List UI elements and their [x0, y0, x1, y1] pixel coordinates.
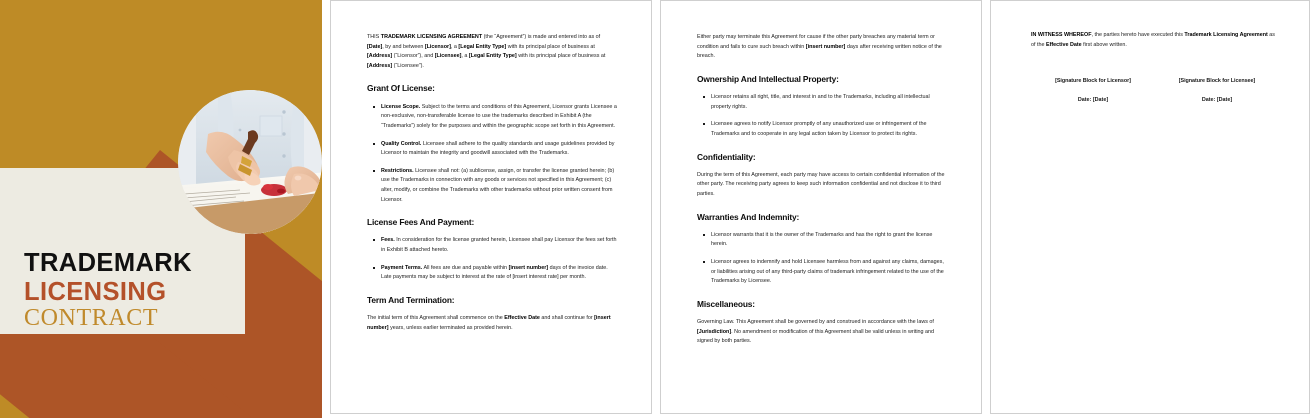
list-item: Payment Terms. All fees are due and payable within [insert number] days of the invoice date. Late payments may be subject to interest at the rate of [insert interest rate] per month.: [381, 264, 617, 283]
list-item: Licensor retains all right, title, and interest in and to the Trademarks, including all intellectual property rights.: [711, 93, 947, 112]
warranties-list: [697, 231, 947, 287]
list-item: Licensee agrees to notify Licensor promptly of any unauthorized use or infringement of the Trademarks and to cooperate in any legal action taken by Licensor to protect its rights.: [711, 120, 947, 139]
ownership-list: [697, 93, 947, 139]
list-item: Quality Control. Licensee shall adhere to the quality standards and usage guidelines provided by Licensor to maintain the integrity and goodwill associated with the Trademarks.: [381, 140, 617, 159]
grant-of-license-list: [367, 103, 617, 205]
heading-warranties-and-indemnity: Warranties And Indemnity:: [697, 211, 800, 222]
list-item: Restrictions. Licensee shall not: (a) sublicense, assign, or transfer the license granted herein; (b) use the Trademarks in connection with any goods or services not specified in this Agreement; (c) alter, modify, or combine the Trademarks with other trademarks without prior written consent from Licensor.: [381, 167, 617, 205]
page-3-body: [697, 33, 947, 355]
signature-block-licensor-label: [Signature Block for Licensor]: [1055, 78, 1131, 85]
signature-block-licensor-date: Date: [Date]: [1077, 97, 1109, 104]
witness-paragraph: IN WITNESS WHEREOF, the parties hereto have executed this Trademark Licensing Agreement as of the Effective Date first above written.: [1031, 32, 1275, 48]
list-item: License Scope. Subject to the terms and conditions of this Agreement, Licensor grants Licensee a non-exclusive, non-transferable license to use the trademarks described in Exhibit A (the “Trademarks”) solely for the purposes and within the geographic scope set forth in this Agreement.: [381, 103, 617, 132]
intro-paragraph: THIS TRADEMARK LICENSING AGREEMENT (the “Agreement”) is made and entered into as of [Date], by and between [Licensor], a [Legal Entity Type] with its principal place of business at [Address] (“Licensor”), and [Licensee], a [Legal Entity Type] with its principal place of business at [Address] (“Licensee”).: [367, 34, 606, 69]
page-2[interactable]: [330, 0, 652, 414]
page-2-body: [367, 33, 617, 341]
signature-block-licensee-label: [Signature Block for Licensee]: [1178, 78, 1256, 85]
termination-paragraph: Either party may terminate this Agreement for cause if the other party breaches any material term or condition and fails to cure such breach within [insert number] days after receiving written notice of the breach.: [697, 34, 942, 60]
cover-title-group: [24, 250, 244, 331]
miscellaneous-paragraph: Governing Law. This Agreement shall be governed by and construed in accordance with the laws of [Jurisdiction]. No amendment or modification of this Agreement shall be valid unless in writing and signed by both parties.: [697, 319, 935, 345]
heading-term-and-termination: Term And Termination:: [367, 294, 455, 305]
heading-grant-of-license: Grant Of License:: [367, 83, 435, 94]
page-cover[interactable]: [0, 0, 322, 418]
term-paragraph: The initial term of this Agreement shall commence on the Effective Date and shall continue for [insert number] years, unless earlier terminated as provided herein.: [367, 315, 611, 331]
hand-stamping-document-photo: [178, 90, 322, 234]
list-item: Licensor agrees to indemnify and hold Licensee harmless from and against any claims, damages, or liabilities arising out of any third-party claims of trademark infringement related to the use of the Trademarks by Licensee.: [711, 258, 947, 287]
heading-ownership-and-intellectual-property: Ownership And Intellectual Property:: [697, 73, 839, 84]
heading-confidentiality: Confidentiality:: [697, 151, 756, 162]
page-3[interactable]: [660, 0, 982, 414]
signature-block-licensee-date: Date: [Date]: [1201, 97, 1233, 104]
heading-miscellaneous: Miscellaneous:: [697, 298, 755, 309]
heading-license-fees-and-payment: License Fees And Payment:: [367, 217, 475, 228]
signature-row: [1031, 76, 1279, 106]
signature-block-licensee: [1155, 76, 1279, 106]
page-4-body: [1031, 31, 1279, 106]
signature-block-licensor: [1031, 76, 1155, 106]
list-item: Fees. In consideration for the license granted herein, Licensee shall pay Licensor the fees set forth in Exhibit B attached hereto.: [381, 236, 617, 255]
page-4[interactable]: [990, 0, 1310, 414]
cover-title-line3: CONTRACT: [24, 305, 159, 332]
cover-title-line1: TRADEMARK: [24, 249, 192, 277]
license-fees-list: [367, 236, 617, 282]
list-item: Licensor warrants that it is the owner of the Trademarks and has the right to grant the license herein.: [711, 231, 947, 250]
confidentiality-paragraph: During the term of this Agreement, each party may have access to certain confidential information of the other party. The receiving party agrees to keep such information confidential and not disclose it to third parties.: [697, 171, 945, 197]
cover-title-line2: LICENSING: [24, 277, 167, 306]
